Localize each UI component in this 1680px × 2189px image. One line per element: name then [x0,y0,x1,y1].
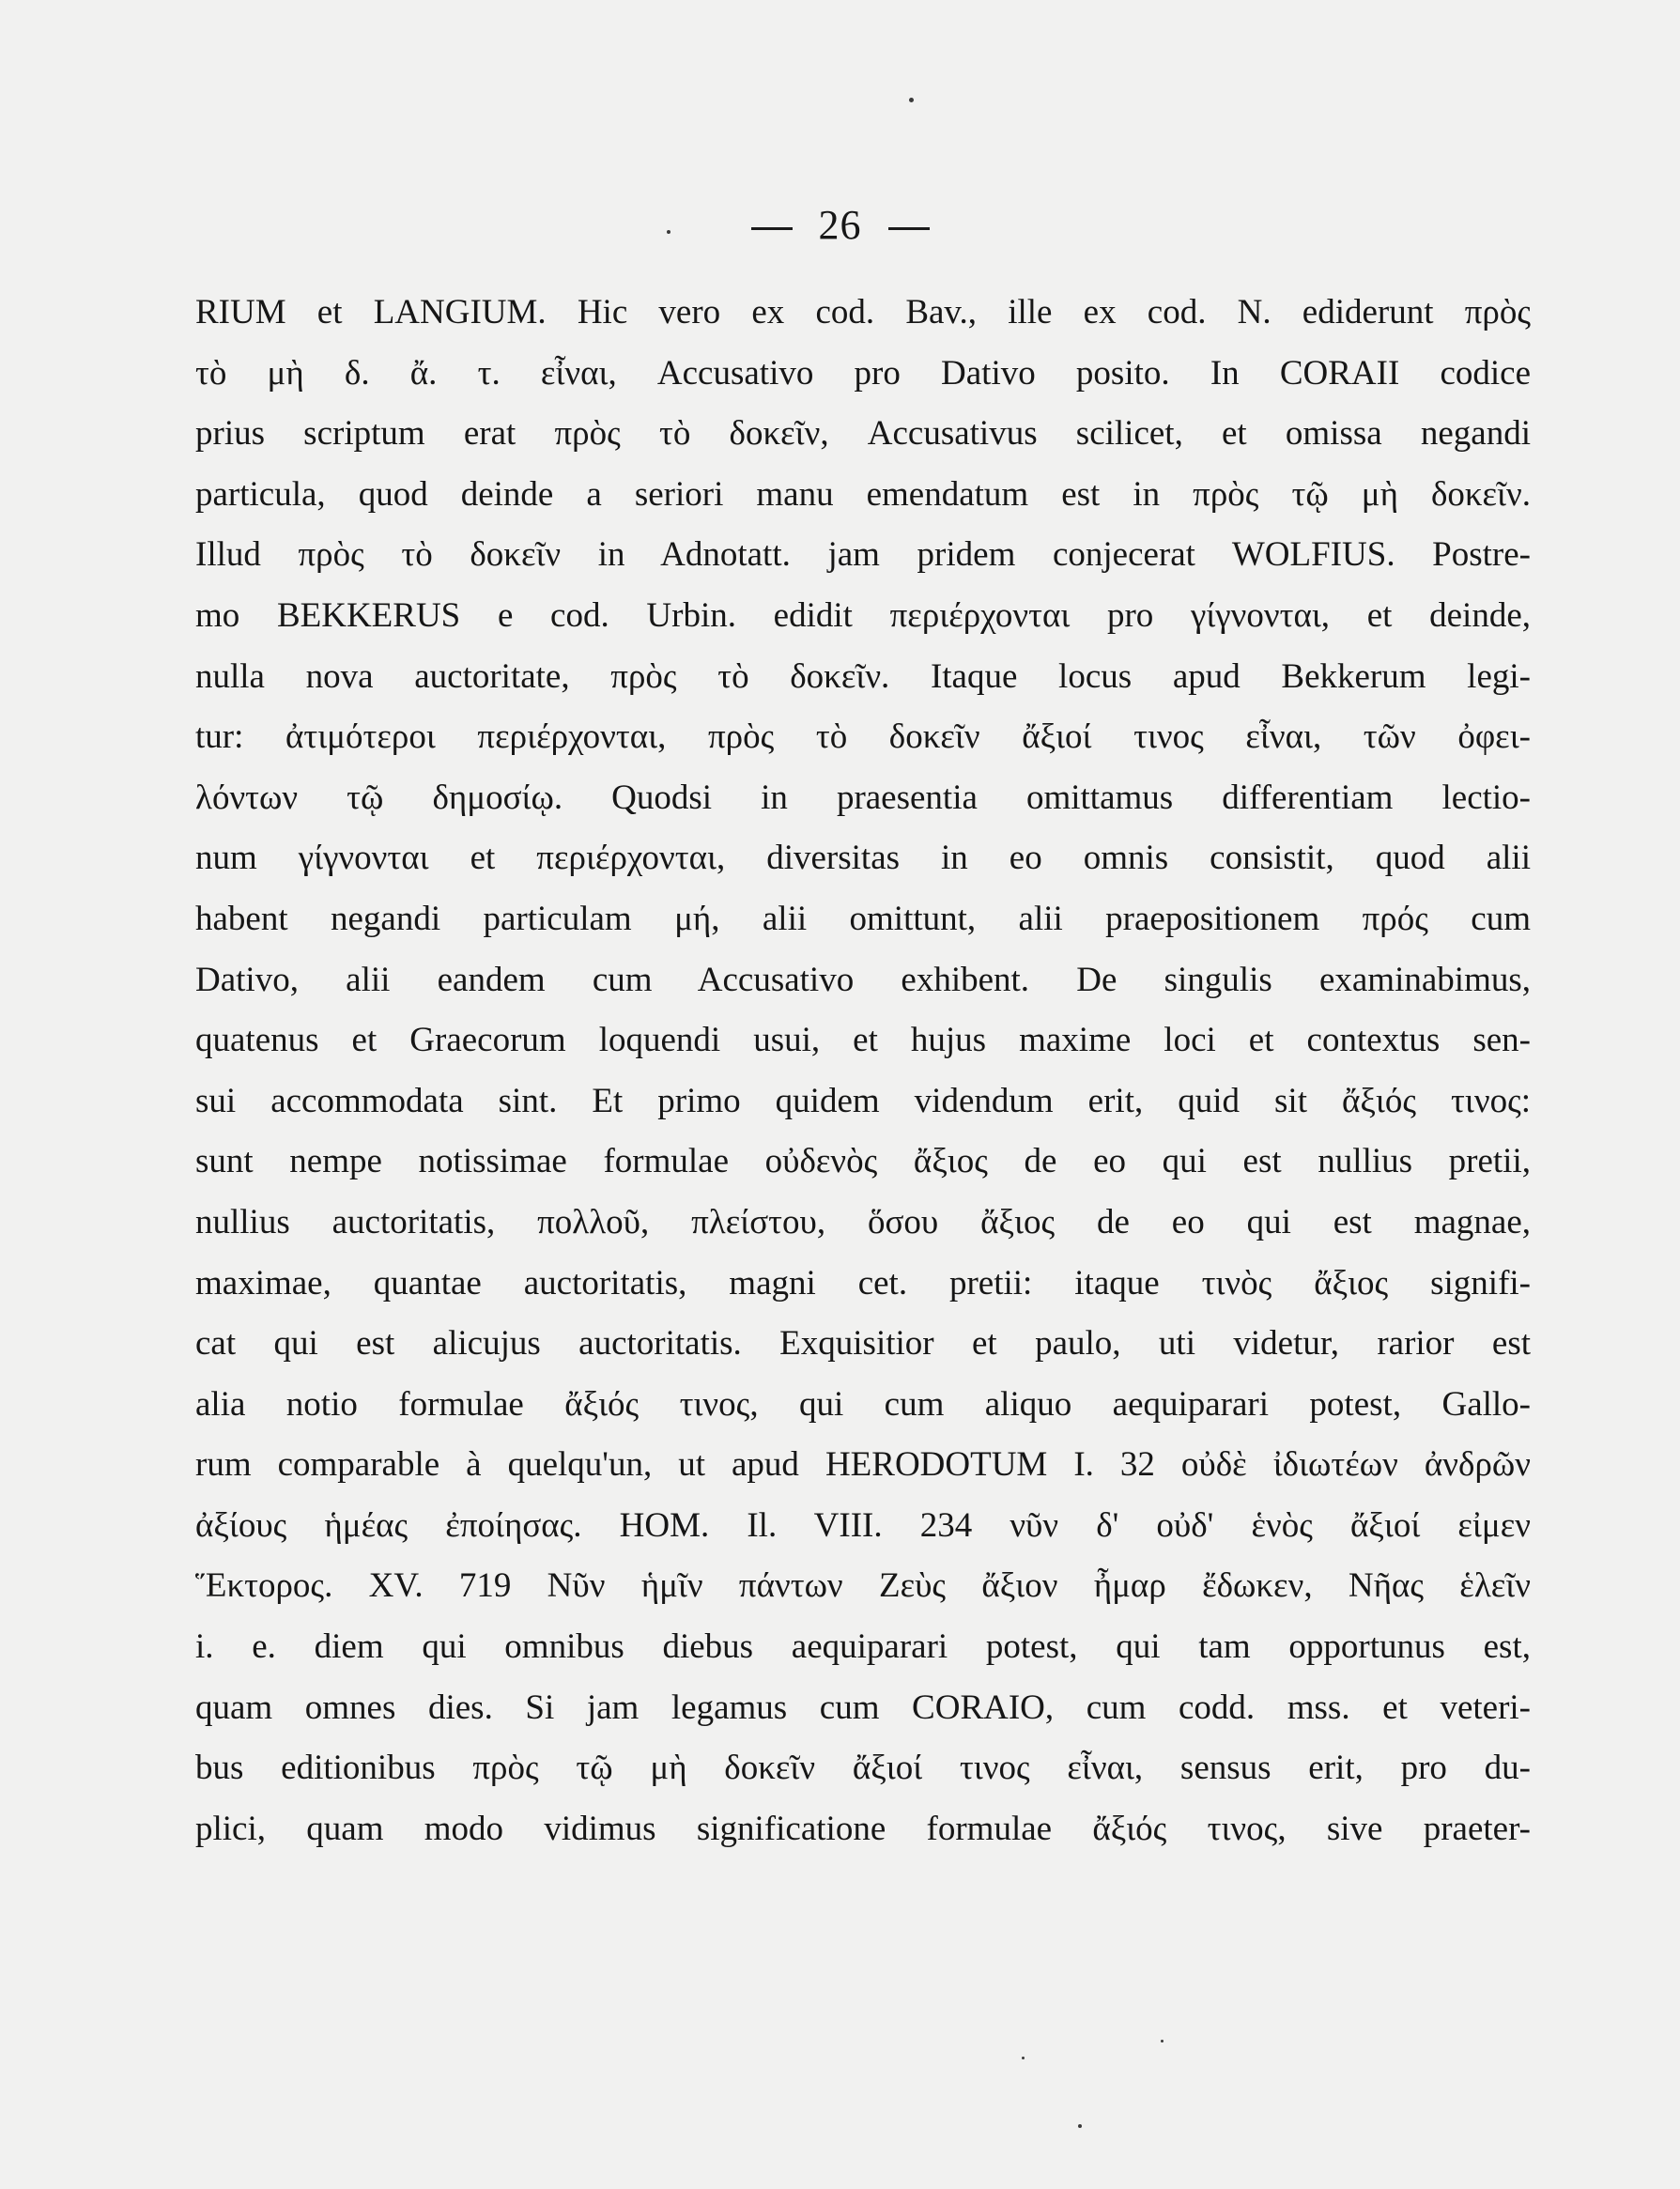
text-line: cat qui est alicujus auctoritatis. Exquisitior et paulo, uti videtur, rarior est [195,1324,1531,1364]
text-line: λόντων τῷ δημοσίῳ. Quodsi in praesentia omittamus differentiam lectio- [195,778,1531,817]
text-line: sunt nempe notissimae formulae οὐδενὸς ἄξιος de eo qui est nullius pretii, [195,1142,1531,1181]
text-line: Illud πρὸς τὸ δοκεῖν in Adnotatt. jam pridem conjecerat WOLFIUS. Postre- [195,535,1531,575]
ink-speck [1022,2057,1025,2059]
text-line: bus editionibus πρὸς τῷ μὴ δοκεῖν ἄξιοί τινος εἶναι, sensus erit, pro du- [195,1749,1531,1788]
ink-speck [909,98,914,102]
body-text [195,289,1531,1866]
text-line: tur: ἀτιμότεροι περιέρχονται, πρὸς τὸ δοκεῖν ἄξιοί τινος εἶναι, τῶν ὀφει- [195,717,1531,757]
text-line: Dativo, alii eandem cum Accusativo exhibent. De singulis examinabimus, [195,960,1531,999]
header-dash-left [751,227,793,230]
text-line: mo BEKKERUS e cod. Urbin. edidit περιέρχονται pro γίγνονται, et deinde, [195,595,1531,635]
text-line: Ἕκτορος. XV. 719 Νῦν ἡμῖν πάντων Ζεὺς ἄξιον ἦμαρ ἔδωκεν, Νῆας ἑλεῖν [195,1566,1531,1606]
page-number: 26 [818,202,862,248]
text-line: RIUM et LANGIUM. Hic vero ex cod. Bav., ille ex cod. N. ediderunt πρὸς [195,293,1531,331]
text-line: rum comparable à quelqu'un, ut apud HERODOTUM I. 32 οὐδὲ ἰδιωτέων ἀνδρῶν [195,1445,1531,1485]
text-line: quam omnes dies. Si jam legamus cum CORAIO, cum codd. mss. et veteri- [195,1688,1531,1727]
text-line: plici, quam modo vidimus significatione formulae ἄξιός τινος, sive praeter- [195,1809,1531,1848]
page-header [0,199,1680,252]
text-line: habent negandi particulam μή, alii omittunt, alii praepositionem πρός cum [195,899,1531,938]
text-line: particula, quod deinde a seriori manu emendatum est in πρὸς τῷ μὴ δοκεῖν. [195,474,1531,514]
text-line: i. e. diem qui omnibus diebus aequiparari potest, qui tam opportunus est, [195,1627,1531,1667]
text-line: quatenus et Graecorum loquendi usui, et hujus maxime loci et contextus sen- [195,1021,1531,1060]
text-line: prius scriptum erat πρὸς τὸ δοκεῖν, Accusativus scilicet, et omissa negandi [195,414,1531,454]
ink-speck [1078,2124,1082,2128]
text-line: num γίγνονται et περιέρχονται, diversitas in eo omnis consistit, quod alii [195,839,1531,878]
text-line: τὸ μὴ δ. ἄ. τ. εἶναι, Accusativo pro Dativo posito. In CORAII codice [195,353,1531,393]
text-line: nullius auctoritatis, πολλοῦ, πλείστου, ὅσου ἄξιος de eo qui est magnae, [195,1202,1531,1241]
ink-speck [1161,2040,1164,2043]
text-line: ἀξίους ἡμέας ἐποίησας. HOM. Il. VIII. 234 νῦν δ' οὐδ' ἑνὸς ἄξιοί εἰμεν [195,1505,1531,1545]
text-line: nulla nova auctoritate, πρὸς τὸ δοκεῖν. Itaque locus apud Bekkerum legi- [195,656,1531,696]
text-line: maximae, quantae auctoritatis, magni cet. pretii: itaque τινὸς ἄξιος signifi- [195,1263,1531,1303]
text-line: alia notio formulae ἄξιός τινος, qui cum aliquo aequiparari potest, Gallo- [195,1384,1531,1424]
header-dash-right [888,227,930,230]
text-line: sui accommodata sint. Et primo quidem videndum erit, quid sit ἄξιός τινος: [195,1081,1531,1120]
